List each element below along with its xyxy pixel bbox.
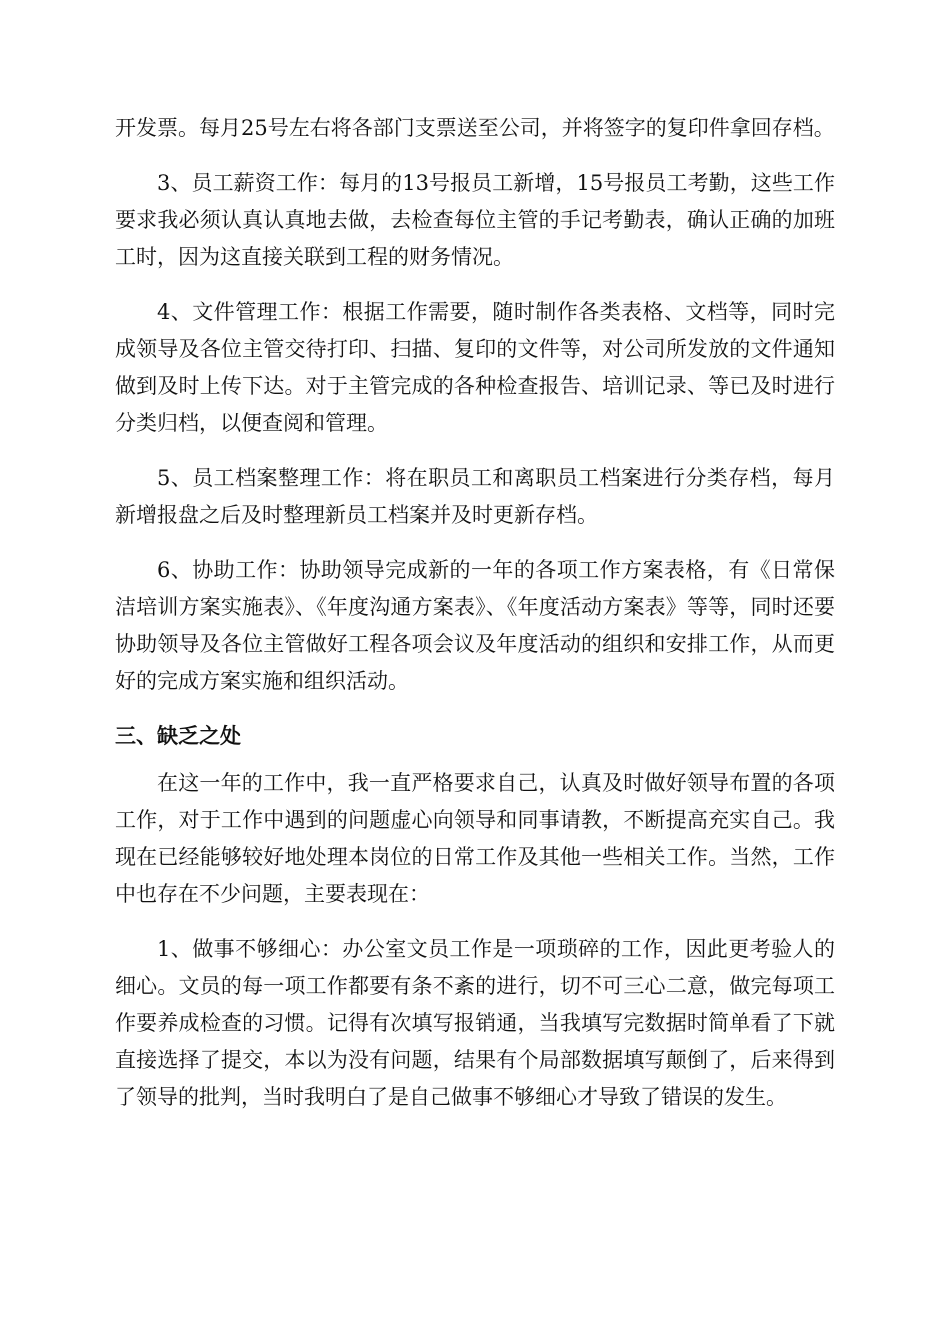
paragraph-continuation: 开发票。每月25号左右将各部门支票送至公司，并将签字的复印件拿回存档。: [115, 116, 835, 140]
paragraph-assistance-work: 6、协助工作：协助领导完成新的一年的各项工作方案表格，有《日常保洁培训方案实施表》、《年度沟通方案表》、《年度活动方案表》等等，同时还要协助领导及各位主管做好工程各项会议及年度活动的组织和安排工作，从而更好的完成方案实施和组织活动。: [115, 558, 835, 693]
paragraph-not-careful: 1、做事不够细心：办公室文员工作是一项琐碎的工作，因此更考验人的细心。文员的每一项工作都要有条不紊的进行，切不可三心二意，做完每项工作要养成检查的习惯。记得有次填写报销通，当我填写完数据时简单看了下就直接选择了提交，本以为没有问题，结果有个局部数据填写颠倒了，后来得到了领导的批判，当时我明白了是自己做事不够细心才导致了错误的发生。: [115, 937, 835, 1109]
paragraph-shortcomings-intro: 在这一年的工作中，我一直严格要求自己，认真及时做好领导布置的各项工作，对于工作中遇到的问题虚心向领导和同事请教，不断提高充实自己。我现在已经能够较好地处理本岗位的日常工作及其他一些相关工作。当然，工作中也存在不少问题，主要表现在：: [115, 771, 835, 906]
document-page: [115, 110, 835, 1116]
paragraph-employee-archives: 5、员工档案整理工作：将在职员工和离职员工档案进行分类存档，每月新增报盘之后及时整理新员工档案并及时更新存档。: [115, 466, 835, 527]
paragraph-salary-work: 3、员工薪资工作：每月的13号报员工新增，15号报员工考勤，这些工作要求我必须认真认真地去做，去检查每位主管的手记考勤表，确认正确的加班工时，因为这直接关联到工程的财务情况。: [115, 171, 835, 269]
section-heading-shortcomings: 三、缺乏之处: [115, 724, 241, 748]
paragraph-file-management: 4、文件管理工作：根据工作需要，随时制作各类表格、文档等，同时完成领导及各位主管交待打印、扫描、复印的文件等，对公司所发放的文件通知做到及时上传下达。对于主管完成的各种检查报告、培训记录、等已及时进行分类归档，以便查阅和管理。: [115, 300, 835, 435]
